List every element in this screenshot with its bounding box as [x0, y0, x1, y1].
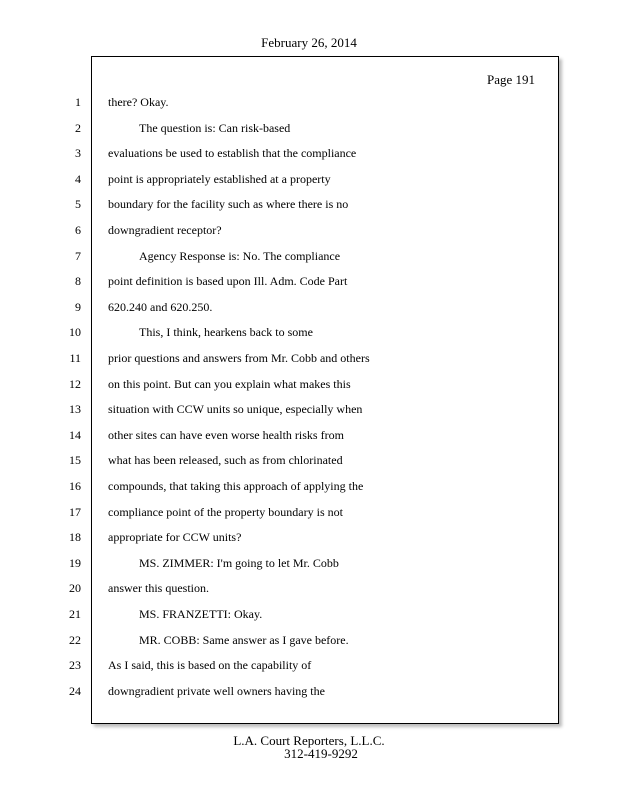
line-text: MS. ZIMMER: I'm going to let Mr. Cobb [139, 556, 339, 570]
line-text: appropriate for CCW units? [108, 530, 242, 544]
line-number: 17 [69, 505, 81, 519]
line-text: compounds, that taking this approach of applying the [108, 479, 364, 493]
footer-company: L.A. Court Reporters, L.L.C. [233, 733, 385, 748]
line-text: This, I think, hearkens back to some [139, 325, 313, 339]
line-number: 12 [69, 377, 81, 391]
line-text: boundary for the facility such as where there is no [108, 197, 349, 211]
line-text: downgradient receptor? [108, 223, 222, 237]
line-number: 6 [75, 223, 81, 237]
line-number: 11 [69, 351, 81, 365]
line-text: prior questions and answers from Mr. Cobb and others [108, 351, 370, 365]
transcript-date: February 26, 2014 [261, 35, 357, 50]
line-number: 2 [75, 121, 81, 135]
line-text: answer this question. [108, 581, 209, 595]
line-number: 10 [69, 325, 81, 339]
page-number: Page 191 [486, 72, 535, 87]
line-text: 620.240 and 620.250. [108, 300, 213, 314]
line-number: 20 [69, 581, 81, 595]
line-text: situation with CCW units so unique, especially when [108, 402, 363, 416]
line-number: 21 [69, 607, 81, 621]
line-text: evaluations be used to establish that the compliance [108, 146, 357, 160]
line-text: As I said, this is based on the capability of [108, 658, 312, 672]
line-number: 9 [75, 300, 81, 314]
line-text: MS. FRANZETTI: Okay. [139, 607, 263, 621]
line-number: 3 [75, 146, 81, 160]
line-text: point is appropriately established at a property [108, 172, 331, 186]
line-number: 1 [75, 95, 81, 109]
line-number: 19 [69, 556, 81, 570]
line-text: downgradient private well owners having the [108, 684, 325, 698]
line-text: MR. COBB: Same answer as I gave before. [139, 633, 349, 647]
line-number: 16 [69, 479, 81, 493]
line-number: 4 [75, 172, 81, 186]
line-number: 24 [69, 684, 81, 698]
line-number: 15 [69, 453, 81, 467]
line-text: other sites can have even worse health risks from [108, 428, 344, 442]
line-number: 7 [75, 249, 81, 263]
line-text: Agency Response is: No. The compliance [139, 249, 341, 263]
line-number: 18 [69, 530, 81, 544]
line-text: compliance point of the property boundary is not [108, 505, 343, 519]
line-text: on this point. But can you explain what makes this [108, 377, 351, 391]
line-number: 14 [69, 428, 81, 442]
line-number: 5 [75, 197, 81, 211]
line-text: The question is: Can risk-based [139, 121, 291, 135]
line-number: 23 [69, 658, 81, 672]
line-number: 8 [75, 274, 81, 288]
line-text: there? Okay. [108, 95, 169, 109]
footer-phone: 312-419-9292 [284, 746, 358, 761]
line-text: point definition is based upon Ill. Adm. Code Part [108, 274, 348, 288]
line-text: what has been released, such as from chlorinated [108, 453, 343, 467]
line-number: 22 [69, 633, 81, 647]
line-number: 13 [69, 402, 81, 416]
